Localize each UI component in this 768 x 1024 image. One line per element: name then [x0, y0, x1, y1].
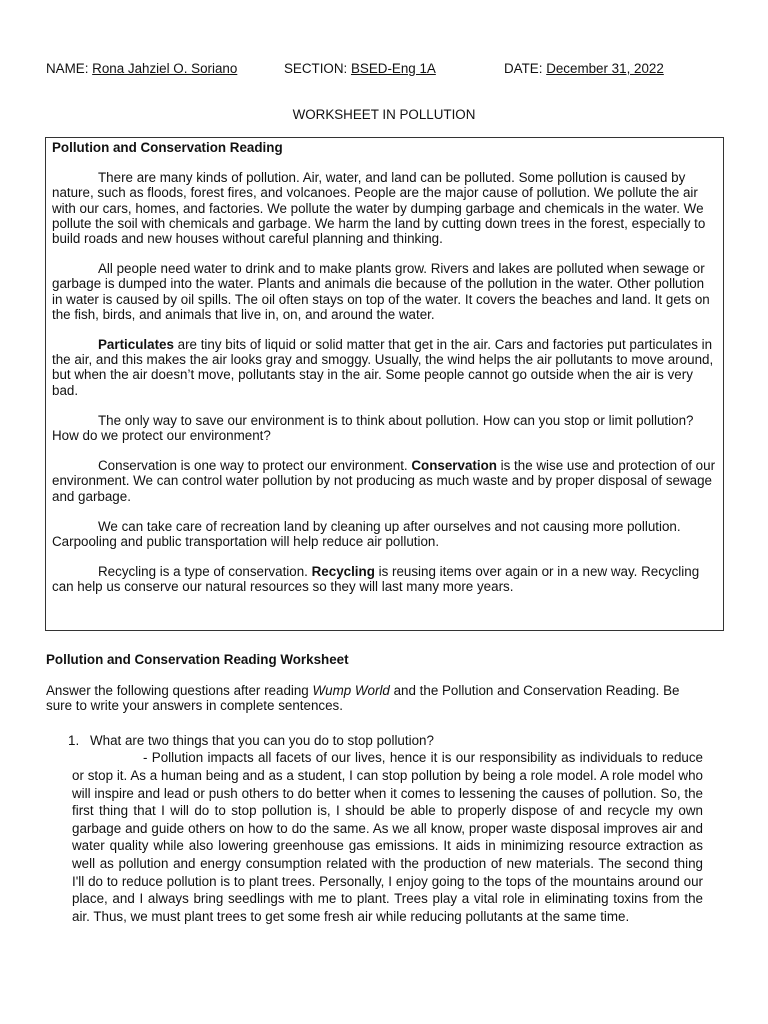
- reading-passage-box: [45, 137, 724, 631]
- instructions-rest: and the Pollution and Conservation Reading. Be sure to write your answers in complete sentences.: [46, 683, 680, 714]
- section-label: SECTION:: [284, 61, 348, 76]
- paragraph-7-start: Recycling is a type of conservation.: [98, 564, 312, 580]
- instructions-start: Answer the following questions after reading: [46, 683, 313, 698]
- worksheet-heading: Pollution and Conservation Reading Worksheet: [46, 652, 349, 667]
- page-title: WORKSHEET IN POLLUTION: [292, 107, 476, 122]
- student-info-header: [46, 61, 728, 76]
- name-value: Rona Jahziel O. Soriano: [92, 61, 238, 76]
- book-title: Wump World: [312, 683, 390, 698]
- paragraph-5-start: Conservation is one way to protect our environment.: [98, 458, 412, 474]
- recycling-term: Recycling: [311, 564, 375, 580]
- date-field: [504, 61, 664, 76]
- reading-paragraph-7: [52, 564, 718, 594]
- reading-paragraph-3: [52, 337, 718, 398]
- question-1: [68, 733, 703, 926]
- paragraph-3-text: are tiny bits of liquid or solid matter that get in the air. Cars and factories put particulates in the air, and this makes the air looks gray and smoggy. Usually, the wind helps the air pollutants to move around, but when the air doesn’t move, pollutants stay in the air. Some people cannot go outside when the air is very bad.: [52, 337, 714, 398]
- reading-paragraph-4: The only way to save our environment is to think about pollution. How can you stop or limit pollution? How do we protect our environment?: [52, 412, 694, 444]
- paragraph-7-text: is reusing items over again or in a new way. Recycling can help us conserve our natural resources so they will last many more years.: [52, 564, 700, 595]
- worksheet-instructions: [46, 683, 706, 713]
- reading-paragraph-5: [52, 458, 718, 504]
- question-text: What are two things that you can you do to stop pollution?: [90, 733, 434, 748]
- reading-heading: Pollution and Conservation Reading: [52, 140, 283, 155]
- reading-paragraph-2: All people need water to drink and to make plants grow. Rivers and lakes are polluted when sewage or garbage is dumped into the water. Plants and animals die because of the pollution in the water. Other pollution in water is caused by oil spills. The oil often stays on top of the water. It covers the beaches and land. It gets on the fish, birds, and animals that live in, on, and around the water.: [52, 261, 710, 322]
- date-value: December 31, 2022: [546, 61, 664, 76]
- paragraph-5-text: is the wise use and protection of our environment. We can control water pollution by not producing as much waste and by proper disposal of sewage and garbage.: [52, 458, 716, 504]
- reading-paragraph-6: We can take care of recreation land by cleaning up after ourselves and not causing more pollution. Carpooling and public transportation will help reduce air pollution.: [52, 518, 681, 550]
- reading-paragraph-1: There are many kinds of pollution. Air, water, and land can be polluted. Some pollution is caused by nature, such as floods, forest fires, and volcanoes. People are the major cause of pollution. We pollute the air with our cars, homes, and factories. We pollute the water by dumping garbage and chemicals in the water. We pollute the soil with chemicals and garbage. We harm the land by cutting down trees in the forest, especially to build roads and new houses without careful planning and thinking.: [52, 170, 706, 247]
- conservation-term: Conservation: [411, 458, 497, 474]
- name-label: NAME:: [46, 61, 89, 76]
- section-field: [284, 61, 504, 76]
- answer-text: - Pollution impacts all facets of our lives, hence it is our responsibility as individuals to reduce or stop it. As a human being and as a student, I can stop pollution by being a role model. A role model who will inspire and lead or push others to do better when it comes to lessening the causes of pollution. So, the first thing that I will do to stop pollution is, I should be able to properly dispose of and recycle my own garbage and guide others on how to do the same. As we all know, proper waste disposal improves air and water quality while also lowering greenhouse gas emissions. It aids in minimizing resource extraction as well as pollution and energy consumption related with the production of new materials. The second thing I'll do to reduce pollution is to plant trees. Personally, I enjoy going to the tops of the mountains around our place, and I always bring seedlings with me to plant. Trees play a vital role in eliminating toxins from the air. Thus, we must plant trees to get some fresh air while reducing pollutants at the same time.: [72, 750, 703, 925]
- question-number: 1.: [68, 733, 80, 748]
- section-value: BSED-Eng 1A: [350, 61, 436, 76]
- date-label: DATE:: [504, 61, 543, 76]
- name-field: [46, 61, 284, 76]
- particulates-term: Particulates: [98, 337, 174, 353]
